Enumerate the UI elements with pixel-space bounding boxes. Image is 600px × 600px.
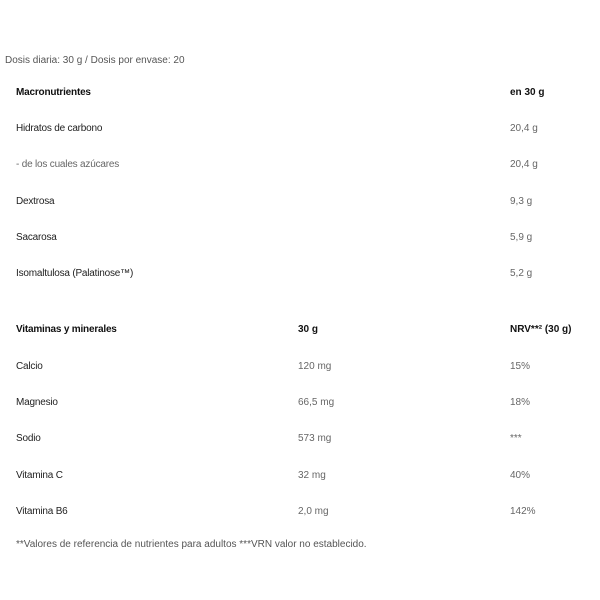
- footnote: **Valores de referencia de nutrientes para adultos ***VRN valor no establecido.: [16, 539, 367, 550]
- nutrient-amount: 9,3 g: [510, 196, 533, 207]
- table-row: [0, 123, 600, 137]
- nutrient-name: Sacarosa: [16, 232, 57, 243]
- nutrient-amount: 66,5 mg: [298, 397, 335, 408]
- table-row: [0, 196, 600, 210]
- nutrient-name: Sodio: [16, 433, 41, 444]
- nutrient-amount: 573 mg: [298, 433, 332, 444]
- nutrient-name: - de los cuales azúcares: [16, 159, 120, 170]
- dosage-info: Dosis diaria: 30 g / Dosis por envase: 20: [5, 55, 185, 66]
- table-row: [0, 159, 600, 173]
- header-amount: 30 g: [298, 324, 319, 335]
- nutrient-amount: 5,9 g: [510, 232, 533, 243]
- nutrient-name: Magnesio: [16, 397, 58, 408]
- nutrient-name: Dextrosa: [16, 196, 55, 207]
- table-header: [0, 87, 600, 101]
- header-name: Vitaminas y minerales: [16, 324, 117, 335]
- table-row: [0, 268, 600, 282]
- nutrient-nrv: 40%: [510, 470, 531, 481]
- header-amount: en 30 g: [510, 87, 545, 98]
- nutrient-nrv: 15%: [510, 361, 531, 372]
- nutrient-amount: 32 mg: [298, 470, 326, 481]
- nutrient-name: Hidratos de carbono: [16, 123, 103, 134]
- nutrient-amount: 20,4 g: [510, 159, 538, 170]
- table-header: [0, 324, 600, 338]
- table-row: [0, 506, 600, 520]
- nutrient-amount: 2,0 mg: [298, 506, 329, 517]
- header-name: Macronutrientes: [16, 87, 91, 98]
- table-row: [0, 232, 600, 246]
- nutrient-amount: 120 mg: [298, 361, 332, 372]
- table-row: [0, 470, 600, 484]
- table-row: [0, 433, 600, 447]
- table-row: [0, 361, 600, 375]
- table-row: [0, 397, 600, 411]
- nutrient-nrv: 142%: [510, 506, 536, 517]
- nutrient-amount: 5,2 g: [510, 268, 533, 279]
- header-nrv: NRV**² (30 g): [510, 324, 572, 335]
- nutrient-name: Vitamina B6: [16, 506, 68, 517]
- nutrient-nrv: ***: [510, 433, 522, 444]
- nutrient-amount: 20,4 g: [510, 123, 538, 134]
- nutrient-name: Isomaltulosa (Palatinose™): [16, 268, 134, 279]
- nutrient-name: Vitamina C: [16, 470, 63, 481]
- nutrient-nrv: 18%: [510, 397, 531, 408]
- nutrient-name: Calcio: [16, 361, 43, 372]
